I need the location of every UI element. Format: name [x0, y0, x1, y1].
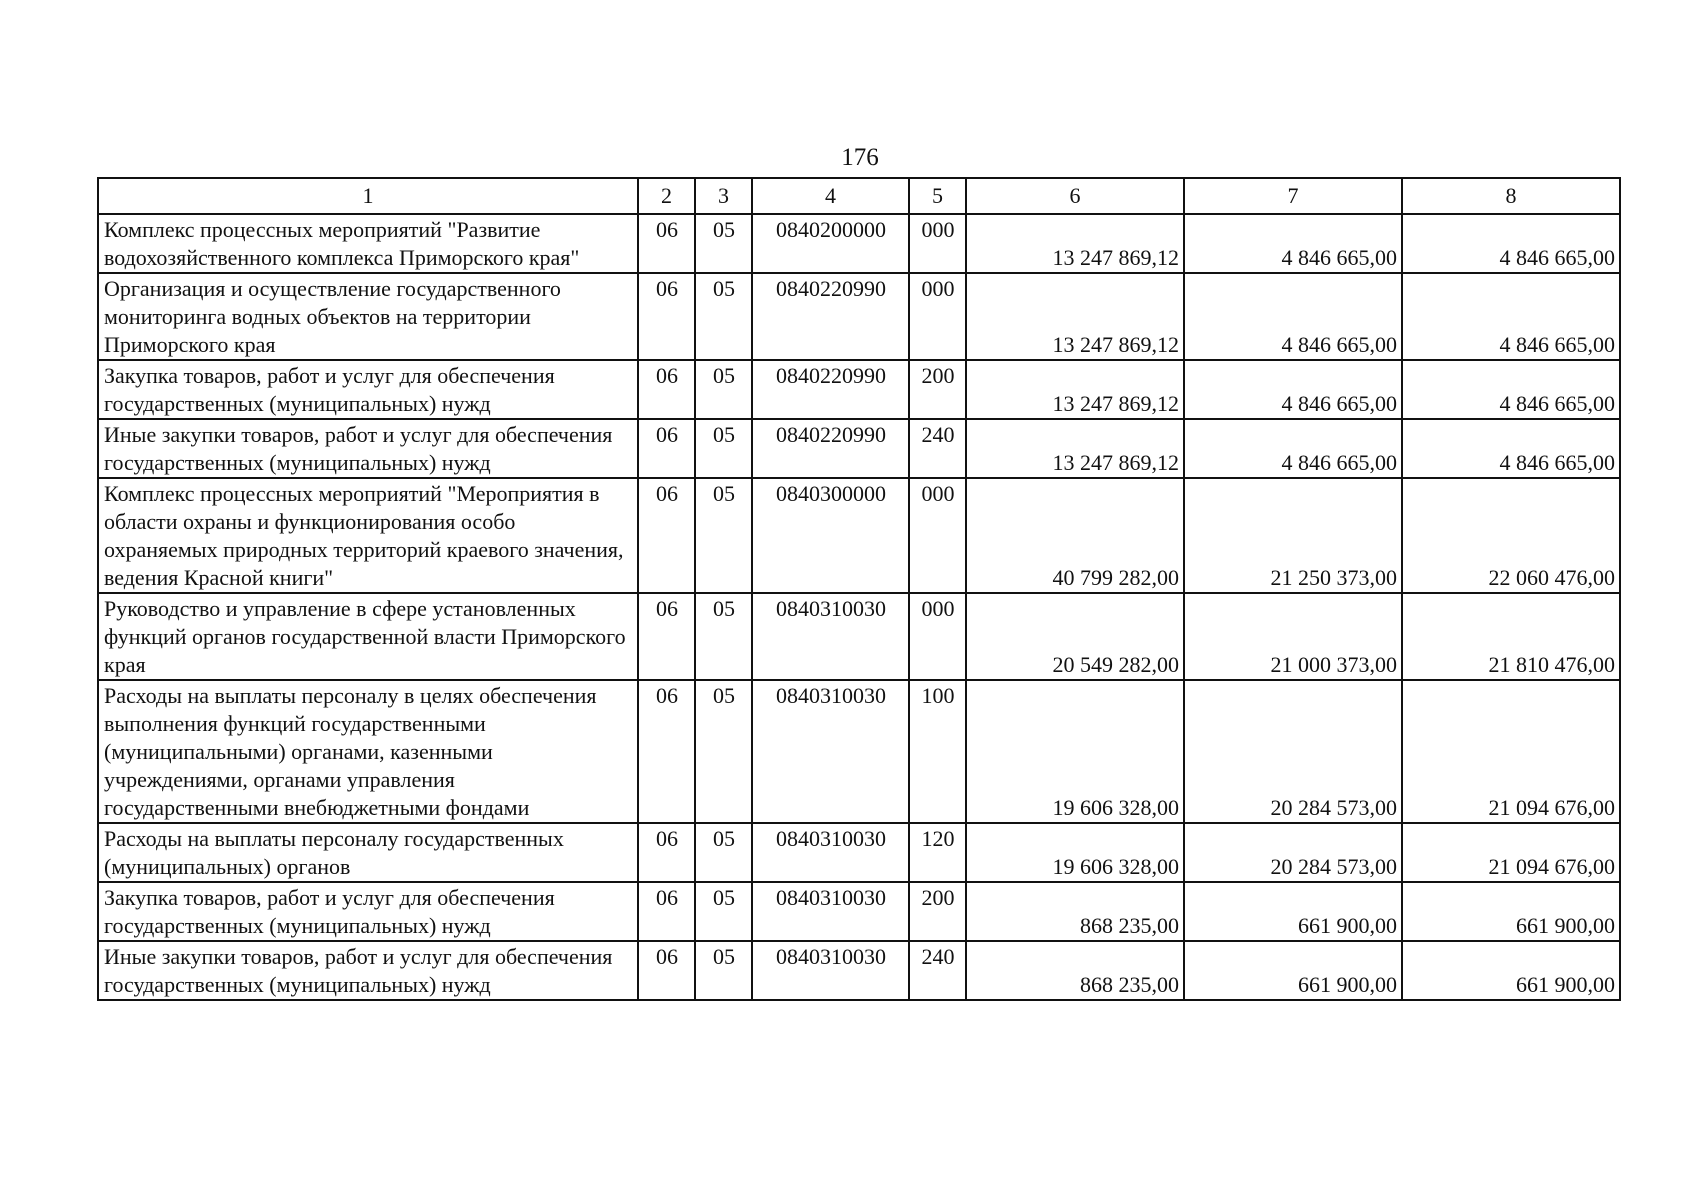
page-number: 176 — [841, 144, 879, 171]
table-row — [98, 273, 1620, 360]
expense-type-code: 200 — [909, 360, 966, 419]
subsection-code: 05 — [695, 593, 752, 680]
amount-col-8: 22 060 476,00 — [1402, 478, 1620, 593]
section-code: 06 — [638, 214, 695, 273]
table-row — [98, 941, 1620, 1000]
target-article-code: 0840300000 — [752, 478, 909, 593]
subsection-code: 05 — [695, 941, 752, 1000]
table-row — [98, 419, 1620, 478]
amount-col-7: 21 000 373,00 — [1184, 593, 1402, 680]
table-row — [98, 360, 1620, 419]
subsection-code: 05 — [695, 360, 752, 419]
target-article-code: 0840310030 — [752, 680, 909, 823]
table-row — [98, 593, 1620, 680]
section-code: 06 — [638, 882, 695, 941]
amount-col-6: 868 235,00 — [966, 941, 1184, 1000]
column-header: 4 — [752, 178, 909, 214]
column-header: 6 — [966, 178, 1184, 214]
amount-col-6: 13 247 869,12 — [966, 273, 1184, 360]
budget-table — [97, 177, 1621, 1001]
row-name: Руководство и управление в сфере установленных функций органов государственной власти Приморского края — [98, 593, 638, 680]
expense-type-code: 240 — [909, 941, 966, 1000]
expense-type-code: 000 — [909, 478, 966, 593]
subsection-code: 05 — [695, 882, 752, 941]
target-article-code: 0840310030 — [752, 823, 909, 882]
amount-col-8: 661 900,00 — [1402, 882, 1620, 941]
amount-col-8: 4 846 665,00 — [1402, 273, 1620, 360]
target-article-code: 0840310030 — [752, 593, 909, 680]
section-code: 06 — [638, 478, 695, 593]
amount-col-8: 4 846 665,00 — [1402, 214, 1620, 273]
amount-col-6: 13 247 869,12 — [966, 419, 1184, 478]
amount-col-7: 20 284 573,00 — [1184, 823, 1402, 882]
expense-type-code: 120 — [909, 823, 966, 882]
amount-col-6: 868 235,00 — [966, 882, 1184, 941]
amount-col-8: 21 094 676,00 — [1402, 823, 1620, 882]
subsection-code: 05 — [695, 419, 752, 478]
subsection-code: 05 — [695, 273, 752, 360]
row-name: Комплекс процессных мероприятий "Развитие водохозяйственного комплекса Приморского края" — [98, 214, 638, 273]
header-row — [98, 178, 1620, 214]
expense-type-code: 000 — [909, 273, 966, 360]
amount-col-7: 21 250 373,00 — [1184, 478, 1402, 593]
section-code: 06 — [638, 941, 695, 1000]
section-code: 06 — [638, 273, 695, 360]
target-article-code: 0840310030 — [752, 882, 909, 941]
table-row — [98, 680, 1620, 823]
row-name: Закупка товаров, работ и услуг для обеспечения государственных (муниципальных) нужд — [98, 360, 638, 419]
expense-type-code: 240 — [909, 419, 966, 478]
table-row — [98, 823, 1620, 882]
expense-type-code: 100 — [909, 680, 966, 823]
target-article-code: 0840220990 — [752, 360, 909, 419]
amount-col-6: 20 549 282,00 — [966, 593, 1184, 680]
amount-col-6: 13 247 869,12 — [966, 360, 1184, 419]
amount-col-8: 4 846 665,00 — [1402, 419, 1620, 478]
row-name: Иные закупки товаров, работ и услуг для обеспечения государственных (муниципальных) нужд — [98, 941, 638, 1000]
amount-col-7: 4 846 665,00 — [1184, 360, 1402, 419]
amount-col-7: 4 846 665,00 — [1184, 214, 1402, 273]
row-name: Иные закупки товаров, работ и услуг для обеспечения государственных (муниципальных) нужд — [98, 419, 638, 478]
subsection-code: 05 — [695, 680, 752, 823]
amount-col-8: 21 094 676,00 — [1402, 680, 1620, 823]
amount-col-8: 21 810 476,00 — [1402, 593, 1620, 680]
column-header: 2 — [638, 178, 695, 214]
section-code: 06 — [638, 360, 695, 419]
table-row — [98, 882, 1620, 941]
subsection-code: 05 — [695, 478, 752, 593]
expense-type-code: 200 — [909, 882, 966, 941]
section-code: 06 — [638, 823, 695, 882]
amount-col-6: 40 799 282,00 — [966, 478, 1184, 593]
expense-type-code: 000 — [909, 593, 966, 680]
amount-col-7: 20 284 573,00 — [1184, 680, 1402, 823]
amount-col-7: 4 846 665,00 — [1184, 419, 1402, 478]
target-article-code: 0840310030 — [752, 941, 909, 1000]
section-code: 06 — [638, 680, 695, 823]
column-header: 1 — [98, 178, 638, 214]
amount-col-6: 19 606 328,00 — [966, 823, 1184, 882]
section-code: 06 — [638, 419, 695, 478]
table-row — [98, 214, 1620, 273]
column-header: 3 — [695, 178, 752, 214]
row-name: Комплекс процессных мероприятий "Мероприятия в области охраны и функционирования особо охраняемых природных территорий краевого значения, ведения Красной книги" — [98, 478, 638, 593]
column-header: 7 — [1184, 178, 1402, 214]
row-name: Расходы на выплаты персоналу в целях обеспечения выполнения функций государственными (муниципальными) органами, казенными учреждениями, органами управления государственными внебюджетными фондами — [98, 680, 638, 823]
expense-type-code: 000 — [909, 214, 966, 273]
subsection-code: 05 — [695, 823, 752, 882]
amount-col-6: 19 606 328,00 — [966, 680, 1184, 823]
section-code: 06 — [638, 593, 695, 680]
target-article-code: 0840200000 — [752, 214, 909, 273]
amount-col-7: 661 900,00 — [1184, 941, 1402, 1000]
amount-col-7: 661 900,00 — [1184, 882, 1402, 941]
row-name: Расходы на выплаты персоналу государственных (муниципальных) органов — [98, 823, 638, 882]
amount-col-6: 13 247 869,12 — [966, 214, 1184, 273]
subsection-code: 05 — [695, 214, 752, 273]
target-article-code: 0840220990 — [752, 419, 909, 478]
table-row — [98, 478, 1620, 593]
row-name: Организация и осуществление государственного мониторинга водных объектов на территории Приморского края — [98, 273, 638, 360]
amount-col-8: 661 900,00 — [1402, 941, 1620, 1000]
amount-col-8: 4 846 665,00 — [1402, 360, 1620, 419]
row-name: Закупка товаров, работ и услуг для обеспечения государственных (муниципальных) нужд — [98, 882, 638, 941]
column-header: 8 — [1402, 178, 1620, 214]
column-header: 5 — [909, 178, 966, 214]
amount-col-7: 4 846 665,00 — [1184, 273, 1402, 360]
target-article-code: 0840220990 — [752, 273, 909, 360]
